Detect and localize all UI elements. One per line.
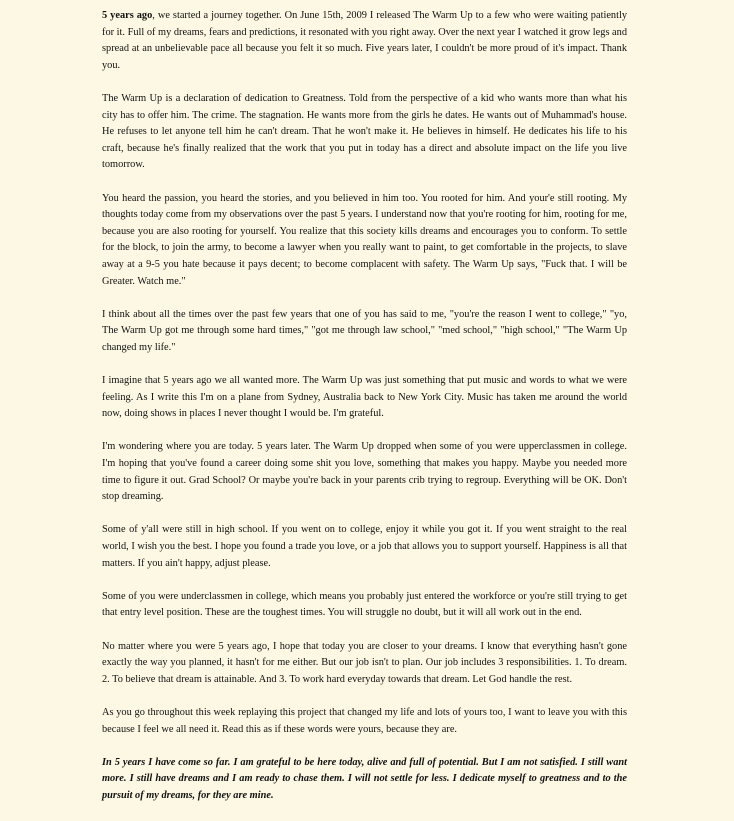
paragraph-high-school: Some of y'all were still in high school. If you went on to college, enjoy it while you got it. If you went straight to the real world, I wish you the best. I hope you found a trade you love, or a job that allows you to support yourself. Happiness is all that matters. If you ain't happy, adjust please. [102,524,627,569]
letter-body [102,8,627,821]
paragraph-declaration: The Warm Up is a declaration of dedication to Greatness. Told from the perspective of a kid who wants more than what his city has to offer him. The crime. The stagnation. He wants more from the girls he dates. He wants out of Muhammad's house. He refuses to let anyone tell him he can't dream. That he won't make it. He believes in himself. He dedicates his life to his craft, because he's finally realized that the work that you put in today has a direct and absolute impact on the life you live tomorrow. [102,92,627,171]
paragraph-responsibilities: No matter where you were 5 years ago, I hope that today you are closer to your dreams. I know that everything hasn't gone exactly the way you planned, it hasn't for me either. But our job isn't to plan. Our job includes 3 responsibilities. 1. To dream. 2. To believe that dream is attainable. And 3. To work hard everyday towards that dream. Let God handle the rest. [102,640,627,685]
paragraph-wondering: I'm wondering where you are today. 5 years later. The Warm Up dropped when some of you were upperclassmen in college. I'm hoping that you've found a career doing some shit you love, something that makes you happy. Maybe you needed more time to figure it out. Grad School? Or maybe you're back in your parents crib trying to regroup. Everything will be OK. Don't stop dreaming. [102,441,627,503]
paragraph-testimonials: I think about all the times over the past few years that one of you has said to me, "you're the reason I went to college," "yo, The Warm Up got me through some hard times," "got me through law school," "med school," "high school," "The Warm Up changed my life." [102,308,627,353]
paragraph-underclassmen: Some of you were underclassmen in college, which means you probably just entered the workforce or you're still trying to get that entry level position. These are the toughest times. You will struggle no doubt, but it will all work out in the end. [102,590,627,619]
paragraph-leave-you: As you go throughout this week replaying this project that changed my life and lots of yours too, I want to leave you with this because I feel we all need it. Read this as if these words were yours, because they are. [102,706,627,735]
paragraph-gratitude: I imagine that 5 years ago we all wanted more. The Warm Up was just something that put music and words to what we were feeling. As I write this I'm on a plane from Sydney, Australia back to New York City. Music has taken me around the world now, doing shows in places I never thought I would be. I'm grateful. [102,375,627,420]
paragraph-intro [102,8,627,74]
paragraph-text: , we started a journey together. On June 15th, 2009 I released The Warm Up to a few who were waiting patiently for it. Full of my dreams, fears and predictions, it resonated with you right away. Over the next year I watched it grow legs and spread at an unbelievable pace all because you felt it so much. Five years later, I couldn't be more proud of it's impact. Thank you. [102,10,627,71]
closing-declaration: In 5 years I have come so far. I am grateful to be here today, alive and full of potential. But I am not satisfied. I still want more. I still have dreams and I am ready to chase them. I will not settle for less. I dedicate myself to greatness and to the pursuit of my dreams, for they are mine. [102,756,627,801]
paragraph-passion: You heard the passion, you heard the stories, and you believed in him too. You rooted for him. And your'e still rooting. My thoughts today come from my observations over the past 5 years. I understand now that you're rooting for him, rooting for me, because you are also rooting for yourself. You realize that this society kills dreams and encourages you to conform. To settle for the block, to join the army, to become a lawyer when you really want to paint, to get comfortable in the projects, to slave away at a 9-5 you hate because it pays decent; to become complacent with safety. The Warm Up says, "Fuck that. I will be Greater. Watch me." [102,192,627,287]
paragraph-lead: 5 years ago [102,10,153,21]
